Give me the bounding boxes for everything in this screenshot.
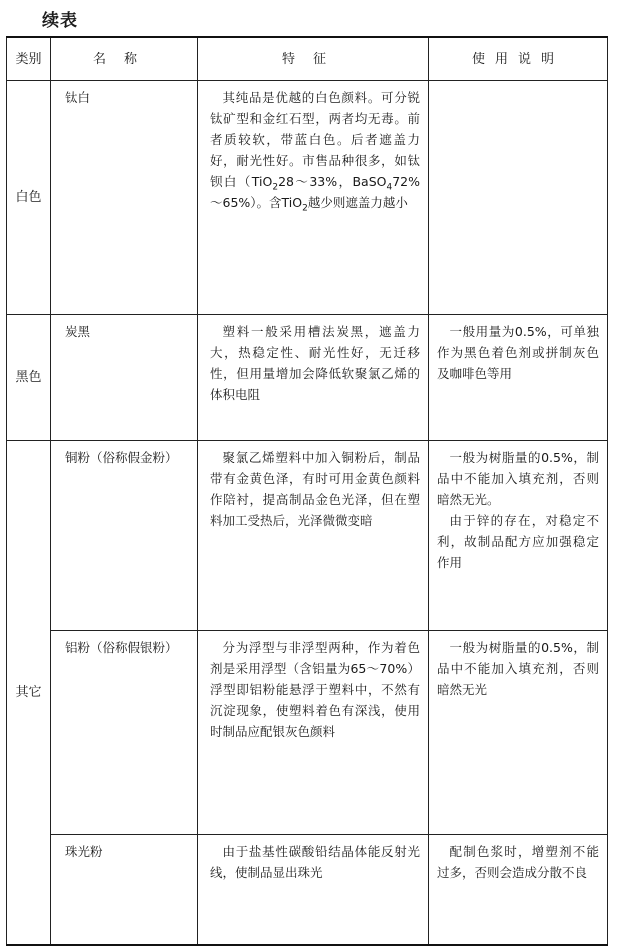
table-row-copper bbox=[7, 441, 608, 631]
name-aluminum-powder: 铝粉（俗称假银粉） bbox=[51, 631, 198, 835]
table-row-aluminum bbox=[7, 631, 608, 835]
feature-pearl-powder: 由于盐基性碳酸铅结晶体能反射光线，使制品显出珠光 bbox=[198, 835, 429, 945]
usage-carbon-black: 一般用量为0.5%，可单独作为黑色着色剂或拼制灰色及咖啡色等用 bbox=[429, 315, 608, 441]
header-usage: 使用说明 bbox=[429, 37, 608, 81]
feature-titanium-white: 其纯品是优越的白色颜料。可分锐钛矿型和金红石型，两者均无毒。前者质较软，带蓝白色。后者遮盖力好，耐光性好。市售品种很多，如钛钡白（TiO$_2$28～33%，BaSO$_4$72%～65%）。含TiO$_2$越少则遮盖力越小 bbox=[198, 81, 429, 315]
header-feature: 特征 bbox=[198, 37, 429, 81]
category-other: 其它 bbox=[7, 441, 51, 945]
page-title: 续表 bbox=[42, 11, 78, 31]
name-pearl-powder: 珠光粉 bbox=[51, 835, 198, 945]
name-titanium-white: 钛白 bbox=[51, 81, 198, 315]
table-row-pearl bbox=[7, 835, 608, 945]
category-black: 黑色 bbox=[7, 315, 51, 441]
header-row bbox=[7, 37, 608, 81]
name-copper-powder: 铜粉（俗称假金粉） bbox=[51, 441, 198, 631]
name-carbon-black: 炭黑 bbox=[51, 315, 198, 441]
feature-aluminum-powder: 分为浮型与非浮型两种，作为着色剂是采用浮型（含铝量为65～70%）浮型即铝粉能悬浮于塑料中，不然有沉淀现象，使塑料着色有深浅，使用时制品应配银灰色颜料 bbox=[198, 631, 429, 835]
pigment-table bbox=[6, 36, 608, 946]
header-name: 名称 bbox=[51, 37, 198, 81]
usage-titanium-white bbox=[429, 81, 608, 315]
category-white: 白色 bbox=[7, 81, 51, 315]
usage-aluminum-powder: 一般为树脂量的0.5%，制品中不能加入填充剂，否则暗然无光 bbox=[429, 631, 608, 835]
feature-copper-powder: 聚氯乙烯塑料中加入铜粉后，制品带有金黄色泽，有时可用金黄色颜料作陪衬，提高制品金色光泽，但在塑料加工受热后，光泽微微变暗 bbox=[198, 441, 429, 631]
header-category: 类别 bbox=[7, 37, 51, 81]
table-row-black bbox=[7, 315, 608, 441]
usage-pearl-powder: 配制色浆时，增塑剂不能过多，否则会造成分散不良 bbox=[429, 835, 608, 945]
feature-carbon-black: 塑料一般采用槽法炭黑，遮盖力大，热稳定性、耐光性好，无迁移性，但用量增加会降低软聚氯乙烯的体积电阻 bbox=[198, 315, 429, 441]
table-row-white bbox=[7, 81, 608, 315]
usage-copper-powder: 一般为树脂量的0.5%，制品中不能加入填充剂，否则暗然无光。 由于锌的存在，对稳定不利，故制品配方应加强稳定作用 bbox=[429, 441, 608, 631]
